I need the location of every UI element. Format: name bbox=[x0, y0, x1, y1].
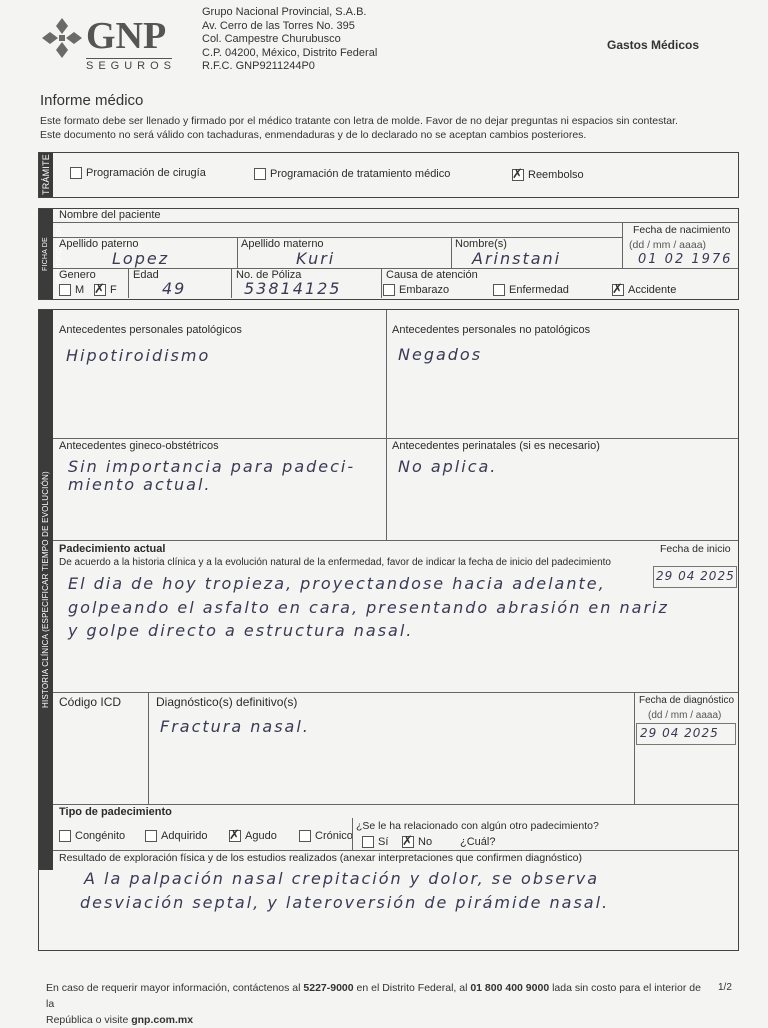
nombre-paciente-label: Nombre del paciente bbox=[59, 209, 161, 221]
relacion-si[interactable] bbox=[362, 836, 388, 848]
apellido-paterno-value[interactable]: Lopez bbox=[112, 249, 170, 268]
aper-value[interactable]: No aplica. bbox=[398, 457, 498, 476]
fecha-nac-label: Fecha de nacimiento bbox=[633, 224, 731, 236]
pad-value-2[interactable]: golpeando el asfalto en cara, presentando abrasión en nariz bbox=[68, 598, 669, 617]
brand-subtitle: SEGUROS bbox=[86, 60, 177, 72]
footer-text: República o visite bbox=[46, 1014, 132, 1026]
edad-label: Edad bbox=[133, 269, 159, 281]
apellido-paterno-label: Apellido paterno bbox=[59, 238, 139, 250]
ago-label: Antecedentes gineco-obstétricos bbox=[59, 440, 219, 452]
pad-label: Padecimiento actual bbox=[59, 543, 166, 555]
checkbox-checked[interactable] bbox=[229, 830, 241, 842]
company-line: Grupo Nacional Provincial, S.A.B. bbox=[202, 6, 367, 18]
company-line: Col. Campestre Churubusco bbox=[202, 33, 341, 45]
checkbox[interactable] bbox=[299, 830, 311, 842]
option-label: Congénito bbox=[75, 830, 126, 842]
relacion-label: ¿Se le ha relacionado con algún otro padecimiento? bbox=[356, 820, 599, 832]
diag-value[interactable]: Fractura nasal. bbox=[160, 717, 310, 736]
footer-text: lada sin costo para el interior de la bbox=[46, 982, 701, 1010]
nombres-value[interactable]: Arinstani bbox=[472, 249, 562, 268]
option-label: Reembolso bbox=[528, 169, 584, 181]
fecha-inicio-label: Fecha de inicio bbox=[660, 543, 731, 555]
app-value[interactable]: Hipotiroidismo bbox=[66, 346, 211, 365]
fecha-diag-value[interactable]: 29 04 2025 bbox=[640, 726, 719, 740]
footer-phone-df: 5227-9000 bbox=[303, 982, 354, 994]
tipo-label: Tipo de padecimiento bbox=[59, 806, 172, 818]
fecha-diag-label: Fecha de diagnóstico bbox=[639, 695, 735, 706]
option-label: Adquirido bbox=[161, 830, 208, 842]
tipo-cronico[interactable] bbox=[299, 830, 353, 842]
app-label: Antecedentes personales patológicos bbox=[59, 324, 242, 336]
fecha-nac-value[interactable]: 01 02 1976 bbox=[638, 252, 733, 267]
nombres-label: Nombre(s) bbox=[455, 238, 507, 250]
genero-m-option[interactable] bbox=[59, 284, 84, 296]
pad-instructions: De acuerdo a la historia clínica y a la evolución natural de la enfermedad, favor de indicar la fecha de inicio del padecimiento bbox=[59, 557, 611, 568]
checkbox-checked[interactable] bbox=[402, 836, 414, 848]
option-label: Programación de tratamiento médico bbox=[270, 168, 451, 180]
causa-label: Causa de atención bbox=[386, 269, 478, 281]
ficha-side-label: FICHA DE IDENTIFICACIÓN bbox=[39, 209, 53, 299]
side-bar-lower bbox=[39, 870, 53, 949]
fecha-nac-format: (dd / mm / aaaa) bbox=[629, 239, 707, 251]
causa-accidente[interactable] bbox=[612, 284, 676, 296]
checkbox[interactable] bbox=[383, 284, 395, 296]
checkbox[interactable] bbox=[145, 830, 157, 842]
tipo-congenito[interactable] bbox=[59, 830, 125, 842]
resultado-value-2[interactable]: desviación septal, y lateroversión de pirámide nasal. bbox=[80, 893, 610, 912]
historia-side-label: HISTORIA CLÍNICA (ESPECIFICAR TIEMPO DE EVOLUCIÓN) bbox=[39, 310, 53, 870]
page-number: 1/2 bbox=[718, 982, 732, 993]
relacion-no[interactable] bbox=[402, 836, 432, 848]
company-line: C.P. 04200, México, Distrito Federal bbox=[202, 46, 378, 59]
gnp-emblem-icon bbox=[40, 16, 84, 60]
company-address bbox=[202, 6, 377, 74]
apellido-materno-label: Apellido materno bbox=[241, 238, 324, 250]
apellido-materno-value[interactable]: Kuri bbox=[296, 249, 336, 268]
checkbox[interactable] bbox=[59, 830, 71, 842]
company-line: R.F.C. GNP9211244P0 bbox=[202, 60, 315, 72]
ago-value-2[interactable]: miento actual. bbox=[68, 475, 212, 494]
option-label: Crónico bbox=[315, 830, 353, 842]
tramite-option-cirugia[interactable] bbox=[70, 167, 206, 179]
pad-value-3[interactable]: y golpe directo a estructura nasal. bbox=[68, 621, 414, 640]
genero-label: Genero bbox=[59, 269, 96, 281]
form-instructions bbox=[40, 114, 740, 142]
company-line: Av. Cerro de las Torres No. 395 bbox=[202, 19, 355, 32]
checkbox[interactable] bbox=[362, 836, 374, 848]
fecha-inicio-value[interactable]: 29 04 2025 bbox=[656, 569, 735, 583]
edad-value[interactable]: 49 bbox=[162, 279, 187, 298]
section-title: Gastos Médicos bbox=[607, 38, 700, 52]
option-label: Accidente bbox=[628, 284, 677, 296]
checkbox-checked[interactable] bbox=[612, 284, 624, 296]
aper-label: Antecedentes perinatales (si es necesario) bbox=[392, 440, 600, 452]
option-label: F bbox=[110, 284, 117, 296]
tramite-option-tratamiento[interactable] bbox=[254, 168, 450, 180]
option-label: No bbox=[418, 836, 433, 848]
instruction-line: Este formato debe ser llenado y firmado por el médico tratante con letra de molde. Favor de no dejar preguntas ni espacios sin contestar. bbox=[40, 115, 678, 127]
option-label: Agudo bbox=[245, 830, 277, 842]
poliza-label: No. de Póliza bbox=[236, 269, 302, 281]
option-label: M bbox=[75, 284, 85, 296]
option-label: Enfermedad bbox=[509, 284, 569, 296]
footer-phone-toll-free: 01 800 400 9000 bbox=[470, 982, 550, 994]
tipo-adquirido[interactable] bbox=[145, 830, 207, 842]
tramite-side-label: TRÁMITE bbox=[41, 154, 51, 196]
pad-value-1[interactable]: El dia de hoy tropieza, proyectandose hacia adelante, bbox=[68, 574, 606, 593]
footer-text: En caso de requerir mayor información, contáctenos al bbox=[46, 982, 304, 994]
checkbox[interactable] bbox=[70, 167, 82, 179]
resultado-value-1[interactable]: A la palpación nasal crepitación y dolor, se observa bbox=[84, 869, 600, 888]
form-title: Informe médico bbox=[40, 92, 144, 109]
genero-f-option[interactable] bbox=[94, 284, 117, 296]
apnp-label: Antecedentes personales no patológicos bbox=[392, 324, 591, 336]
checkbox[interactable] bbox=[493, 284, 505, 296]
footer-text: en el Distrito Federal, al bbox=[353, 982, 471, 994]
option-label: Programación de cirugía bbox=[86, 167, 206, 179]
checkbox[interactable] bbox=[59, 284, 71, 296]
causa-embarazo[interactable] bbox=[383, 284, 449, 296]
fecha-diag-format: (dd / mm / aaaa) bbox=[648, 710, 722, 721]
checkbox-checked[interactable] bbox=[94, 284, 106, 296]
icd-label: Código ICD bbox=[59, 695, 122, 709]
tipo-agudo[interactable] bbox=[229, 830, 277, 842]
checkbox[interactable] bbox=[254, 168, 266, 180]
ago-value-1[interactable]: Sin importancia para padeci- bbox=[68, 457, 356, 476]
poliza-value[interactable]: 53814125 bbox=[244, 279, 342, 298]
instruction-line: Este documento no será válido con tachaduras, enmendaduras y de lo declarado no se aceptan cambios posteriores. bbox=[40, 129, 587, 141]
footer-website-link[interactable]: gnp.com.mx bbox=[131, 1014, 194, 1026]
tramite-option-reembolso[interactable] bbox=[512, 169, 584, 181]
diag-label: Diagnóstico(s) definitivo(s) bbox=[156, 695, 298, 709]
resultado-label: Resultado de exploración física y de los estudios realizados (anexar interpretaciones que confirmen diagnóstico) bbox=[59, 852, 582, 864]
footer-contact bbox=[46, 980, 706, 1028]
checkbox-checked[interactable] bbox=[512, 169, 524, 181]
option-label: Embarazo bbox=[399, 284, 450, 296]
apnp-value[interactable]: Negados bbox=[398, 345, 483, 364]
gnp-logo bbox=[40, 12, 180, 74]
option-label: Sí bbox=[378, 836, 389, 848]
cual-label: ¿Cuál? bbox=[460, 836, 496, 848]
brand-name: GNP bbox=[86, 15, 167, 57]
causa-enfermedad[interactable] bbox=[493, 284, 569, 296]
